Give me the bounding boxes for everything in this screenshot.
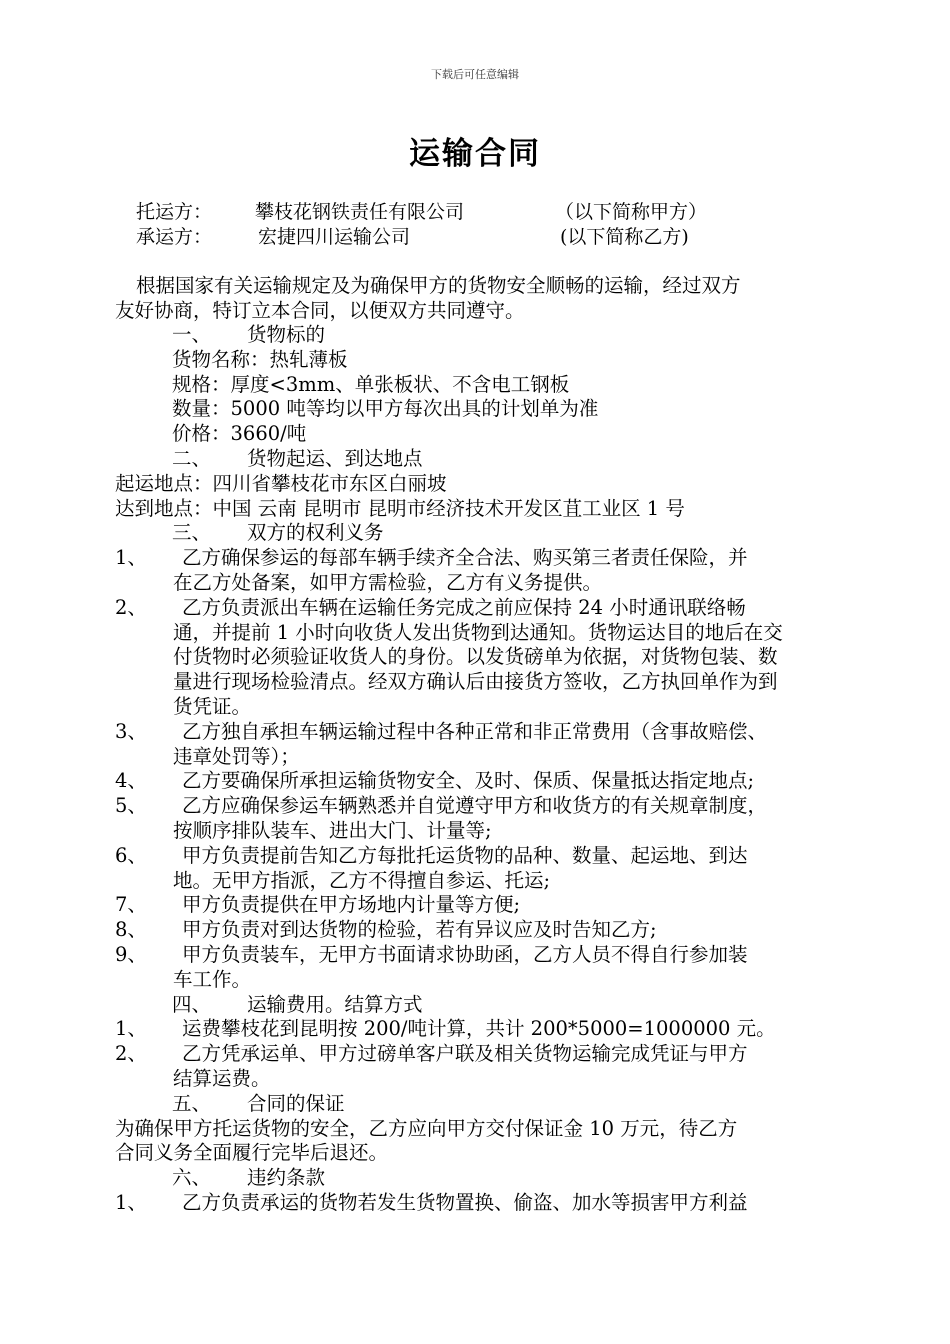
clause-line: 乙方确保参运的每部车辆手续齐全合法、购买第三者责任保险，并 (182, 546, 748, 570)
clause-line: 甲方负责提前告知乙方每批托运货物的品种、数量、起运地、到达 (182, 843, 748, 867)
section-number: 五、 (172, 1091, 212, 1115)
clause-line: 乙方应确保参运车辆熟悉并自觉遵守甲方和收货方的有关规章制度， (182, 794, 768, 818)
clause-line: 违章处罚等）； (173, 744, 300, 768)
goods-quantity: 数量：5000 吨等均以甲方每次出具的计划单为准 (172, 397, 599, 421)
goods-price: 价格：3660/吨 (172, 422, 307, 446)
clause-text (173, 719, 855, 770)
clause-item (115, 720, 855, 770)
clause-number: 1、 (115, 546, 147, 570)
clause-text (182, 1191, 855, 1216)
clause-line: 货凭证。 (173, 694, 252, 718)
clause-item (115, 546, 855, 596)
clause-line: 按顺序排队装车、进出大门、计量等; (173, 818, 492, 842)
clause-text (173, 843, 855, 894)
preamble-line-1: 根据国家有关运输规定及为确保甲方的货物安全顺畅的运输，经过双方 (136, 274, 741, 297)
origin-location: 起运地点：四川省攀枝花市东区白丽坡 (115, 471, 447, 495)
clause-line: 甲方负责提供在甲方场地内计量等方便; (182, 893, 521, 917)
clause-text (173, 1042, 855, 1092)
section-number: 四、 (172, 992, 212, 1016)
clause-line: 甲方负责装车，无甲方书面请求协助函，乙方人员不得自行参加装 (182, 942, 748, 966)
section-heading (115, 993, 855, 1018)
clause-item (115, 596, 855, 720)
clause-line: 运费攀枝花到昆明按 200/吨计算，共计 200*5000=1000000 元。 (182, 1017, 776, 1041)
goods-name: 货物名称：热轧薄板 (172, 347, 348, 371)
rights-list (115, 546, 855, 992)
clause-number: 2、 (115, 1042, 147, 1066)
guarantee-line-1: 为确保甲方托运货物的安全，乙方应向甲方交付保证金 10 万元，待乙方 (115, 1116, 738, 1140)
clause-item (115, 769, 855, 794)
clause-line: 乙方凭承运单、甲方过磅单客户联及相关货物运输完成凭证与甲方 (182, 1042, 748, 1066)
clause-line: 乙方负责承运的货物若发生货物置换、偷盗、加水等损害甲方利益 (182, 1190, 748, 1214)
header-note: 下载后可任意编辑 (431, 68, 519, 81)
preamble (115, 274, 845, 324)
clause-item (115, 893, 855, 918)
section-title: 双方的权利义务 (247, 521, 384, 545)
clause-line: 付货物时必须验证收货人的身份。以发货磅单为依据，对货物包装、数 (173, 645, 778, 669)
section-number: 三、 (172, 521, 212, 545)
clause-number: 5、 (115, 794, 147, 818)
section-number: 六、 (172, 1166, 212, 1190)
clause-line: 乙方负责派出车辆在运输任务完成之前应保持 24 小时通讯联络畅 (182, 595, 746, 619)
guarantee-line-2: 合同义务全面履行完毕后退还。 (115, 1141, 389, 1165)
clause-number: 7、 (115, 893, 147, 917)
clause-text (182, 769, 855, 794)
preamble-line-2: 友好协商，特订立本合同，以便双方共同遵守。 (115, 298, 525, 322)
clause-text (182, 1017, 855, 1042)
section-heading (115, 1166, 855, 1191)
clause-number: 2、 (115, 595, 147, 619)
document-title: 运输合同 (409, 136, 541, 172)
shipper-abbr: （以下简称甲方） (555, 201, 708, 223)
clause-item (115, 918, 855, 943)
clause-number: 1、 (115, 1017, 147, 1041)
clause-number: 3、 (115, 719, 147, 743)
clause-line: 地。无甲方指派，乙方不得擅自参运、托运; (173, 868, 551, 892)
section-number: 二、 (172, 446, 212, 470)
shipper-row (0, 200, 950, 224)
clause-line: 通，并提前 1 小时向收货人发出货物到达通知。货物运达目的地后在交 (173, 620, 783, 644)
clause-line: 乙方要确保所承担运输货物安全、及时、保质、保量抵达指定地点; (182, 769, 755, 793)
section-heading (115, 447, 855, 472)
shipper-label: 托运方： (136, 201, 213, 223)
fees-list (115, 1017, 855, 1091)
section-title: 运输费用。结算方式 (247, 992, 423, 1016)
section-number: 一、 (172, 323, 212, 346)
clause-line: 结算运费。 (173, 1066, 271, 1090)
clause-item (115, 1017, 855, 1042)
clause-number: 8、 (115, 918, 147, 942)
carrier-name: 宏捷四川运输公司 (258, 226, 411, 248)
destination-location: 达到地点：中国 云南 昆明市 昆明市经济技术开发区苴工业区 1 号 (115, 496, 685, 520)
clause-text (182, 893, 855, 918)
clause-text (173, 794, 855, 844)
carrier-row (0, 225, 950, 249)
contract-body (115, 323, 855, 1216)
clause-number: 9、 (115, 942, 147, 966)
clause-item (115, 844, 855, 894)
shipper-name: 攀枝花钢铁责任有限公司 (255, 201, 465, 223)
carrier-abbr: (以下简称乙方) (560, 226, 689, 248)
clause-item (115, 1191, 855, 1216)
clause-text (173, 942, 855, 993)
clause-text (182, 918, 855, 943)
clause-item (115, 943, 855, 993)
clause-text (173, 595, 855, 720)
clause-line: 乙方独自承担车辆运输过程中各种正常和非正常费用（含事故赔偿、 (182, 719, 768, 743)
clause-number: 1、 (115, 1190, 147, 1214)
section-heading (115, 521, 855, 546)
breach-list (115, 1191, 855, 1216)
section-heading (115, 323, 855, 348)
carrier-label: 承运方： (136, 226, 213, 248)
section-title: 货物标的 (247, 323, 326, 346)
clause-text (173, 546, 855, 596)
clause-line: 车工作。 (173, 967, 252, 991)
section-title: 违约条款 (247, 1166, 326, 1190)
goods-spec: 规格：厚度<3mm、单张板状、不含电工钢板 (172, 372, 570, 396)
clause-line: 量进行现场检验清点。经双方确认后由接货方签收，乙方执回单作为到 (173, 670, 778, 694)
clause-number: 6、 (115, 843, 147, 867)
clause-line: 甲方负责对到达货物的检验，若有异议应及时告知乙方; (182, 918, 657, 942)
clause-number: 4、 (115, 769, 147, 793)
section-title: 合同的保证 (247, 1091, 345, 1115)
clause-item (115, 794, 855, 844)
section-heading (115, 1092, 855, 1117)
clause-item (115, 1042, 855, 1092)
clause-line: 在乙方处备案，如甲方需检验，乙方有义务提供。 (173, 570, 603, 594)
section-title: 货物起运、到达地点 (247, 446, 423, 470)
